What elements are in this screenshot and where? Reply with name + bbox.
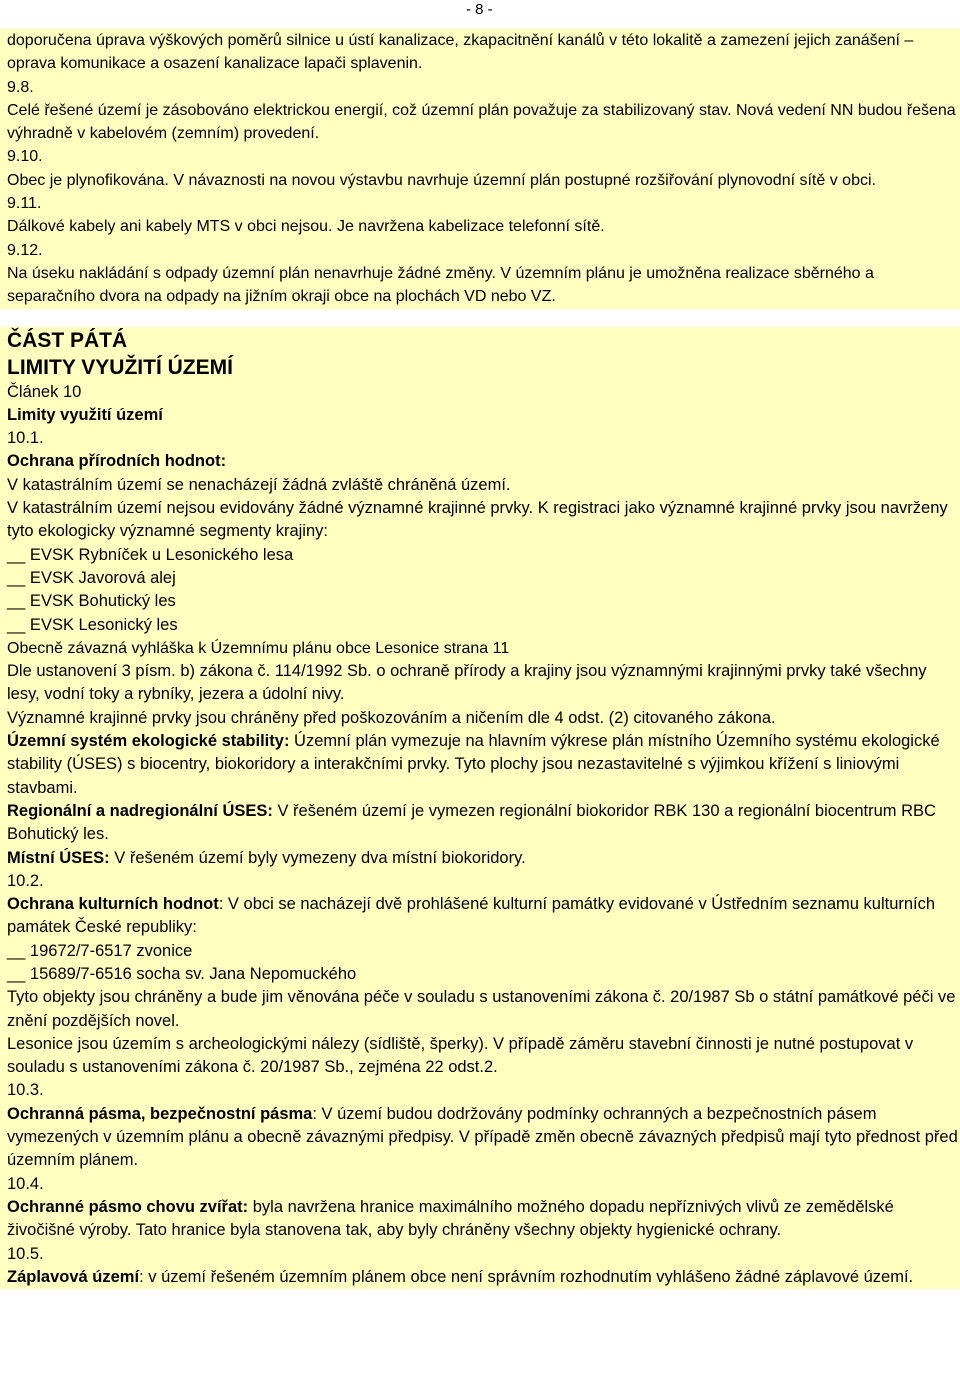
paragraph-waste: Na úseku nakládání s odpady územní plán nenavrhuje žádné změny. V územním plánu je umožněna realizace sběrného a separačního dvora na odpady na jižním okraji obce na plochách VD nebo VZ. xyxy=(0,262,960,309)
animal-zone-text: byla navržena hranice maximálního možného dopadu nepříznivých vlivů ze zemědělské živočišné výroby. Tato hranice byla stanovena tak, aby byly chráněny všechny objekty hygienické ochrany. xyxy=(7,1197,894,1240)
paragraph-drainage: doporučena úprava výškových poměrů silnice u ústí kanalizace, zkapacitnění kanálů v této lokalitě a zamezení jejich zanášení – oprava komunikace a osazení kanalizace lapači splavenin. xyxy=(0,29,960,76)
protection-zones-text: : V území budou dodržovány podmínky ochranných a bezpečnostních pásem vymezených v územním plánu a obecně závaznými předpisy. V případě změn obecně závazných předpisů mají tyto přednost před územním plánem. xyxy=(7,1104,958,1170)
local-uses-text: V řešeném území byly vymezeny dva místní biokoridory. xyxy=(109,848,526,867)
paragraph-telecom: Dálkové kabely ani kabely MTS v obci nejsou. Je navržena kabelizace telefonní sítě. xyxy=(0,215,960,238)
local-uses-title: Místní ÚSES: xyxy=(7,848,110,867)
culture-paragraph-3: Lesonice jsou územím s archeologickými nálezy (sídliště, šperky). V případě záměru stavební činnosti je nutné postupovat v souladu s ustanoveními zákona č. 20/1987 Sb., zejména 22 odst.2. xyxy=(0,1033,960,1080)
chapter-heading: LIMITY VYUŽITÍ ÚZEMÍ xyxy=(0,354,960,381)
nature-paragraph-1: V katastrálním území se nenacházejí žádná zvláště chráněná území. xyxy=(0,474,960,497)
document-body xyxy=(0,29,960,1289)
flood-zone-paragraph xyxy=(0,1266,960,1289)
nature-protection-title: Ochrana přírodních hodnot: xyxy=(0,450,960,473)
section-number-10-5: 10.5. xyxy=(0,1243,960,1266)
section-number-9-11: 9.11. xyxy=(0,192,960,215)
regional-uses-title: Regionální a nadregionální ÚSES: xyxy=(7,801,273,820)
evsk-item: __ EVSK Lesonický les xyxy=(0,614,960,637)
monument-item: __ 19672/7-6517 zvonice xyxy=(0,940,960,963)
animal-zone-title: Ochranné pásmo chovu zvířat: xyxy=(7,1197,249,1216)
paragraph-gas: Obec je plynofikována. V návaznosti na novou výstavbu navrhuje územní plán postupné rozšiřování plynovodní sítě v obci. xyxy=(0,169,960,192)
flood-zone-text: : v území řešeném územním plánem obce není správním rozhodnutím vyhlášeno žádné záplavové území. xyxy=(139,1267,914,1286)
protection-zones-paragraph xyxy=(0,1103,960,1173)
regional-uses-text: V řešeném území je vymezen regionální biokoridor RBK 130 a regionální biocentrum RBC Bohutický les. xyxy=(7,801,936,844)
flood-zone-title: Záplavová území xyxy=(7,1267,140,1286)
law-paragraph-2: Významné krajinné prvky jsou chráněny před poškozováním a ničením dle 4 odst. (2) citovaného zákona. xyxy=(0,707,960,730)
uses-paragraph xyxy=(0,730,960,800)
protection-zones-title: Ochranná pásma, bezpečnostní pásma xyxy=(7,1104,313,1123)
culture-paragraph xyxy=(0,893,960,940)
culture-text: : V obci se nacházejí dvě prohlášené kulturní památky evidované v Ústředním seznamu kulturních památek České republiky: xyxy=(7,895,936,937)
uses-title: Územní systém ekologické stability: xyxy=(7,732,290,751)
culture-title: Ochrana kulturních hodnot xyxy=(7,895,219,914)
page-number: - 8 - xyxy=(466,1,493,18)
law-paragraph-1: Dle ustanovení 3 písm. b) zákona č. 114/1992 Sb. o ochraně přírody a krajiny jsou významnými krajinnými prvky také všechny lesy, vodní toky a rybníky, jezera a údolní nivy. xyxy=(0,660,960,707)
regional-uses-paragraph xyxy=(0,800,960,847)
nature-paragraph-2: V katastrálním území nejsou evidovány žádné významné krajinné prvky. K registraci jako významné krajinné prvky jsou navrženy tyto ekologicky významné segmenty krajiny: xyxy=(0,497,960,544)
evsk-item: __ EVSK Bohutický les xyxy=(0,590,960,613)
section-number-9-12: 9.12. xyxy=(0,239,960,262)
section-number-10-4: 10.4. xyxy=(0,1173,960,1196)
evsk-item: __ EVSK Rybníček u Lesonického lesa xyxy=(0,544,960,567)
paragraph-electricity: Celé řešené území je zásobováno elektrickou energií, což územní plán považuje za stabilizovaný stav. Nová vedení NN budou řešena výhradně v kabelovém (zemním) provedení. xyxy=(0,99,960,146)
article-title: Limity využití území xyxy=(0,404,960,427)
evsk-item: __ EVSK Javorová alej xyxy=(0,567,960,590)
section-number-10-3: 10.3. xyxy=(0,1079,960,1102)
section-number-10-2: 10.2. xyxy=(0,870,960,893)
culture-paragraph-2: Tyto objekty jsou chráněny a bude jim věnována péče v souladu s ustanoveními zákona č. 20/1987 Sb o státní památkové péči ve znění pozdějších novel. xyxy=(0,986,960,1033)
section-gap xyxy=(0,309,960,327)
section-number-9-10: 9.10. xyxy=(0,145,960,168)
monument-item: __ 15689/7-6516 socha sv. Jana Nepomuckého xyxy=(0,963,960,986)
section-number-9-8: 9.8. xyxy=(0,76,960,99)
article-number: Článek 10 xyxy=(0,381,960,404)
local-uses-paragraph xyxy=(0,847,960,870)
footer-note: Obecně závazná vyhláška k Územnímu plánu obce Lesonice strana 11 xyxy=(0,637,960,660)
part-heading: ČÁST PÁTÁ xyxy=(0,327,960,354)
uses-text: Územní plán vymezuje na hlavním výkrese plán místního Územního systému ekologické stability (ÚSES) s biocentry, biokoridory a interakčními prvky. Tyto plochy jsou nezastavitelné s výjimkou křížení s liniovými stavbami. xyxy=(7,732,940,797)
animal-zone-paragraph xyxy=(0,1196,960,1243)
section-number-10-1: 10.1. xyxy=(0,427,960,450)
